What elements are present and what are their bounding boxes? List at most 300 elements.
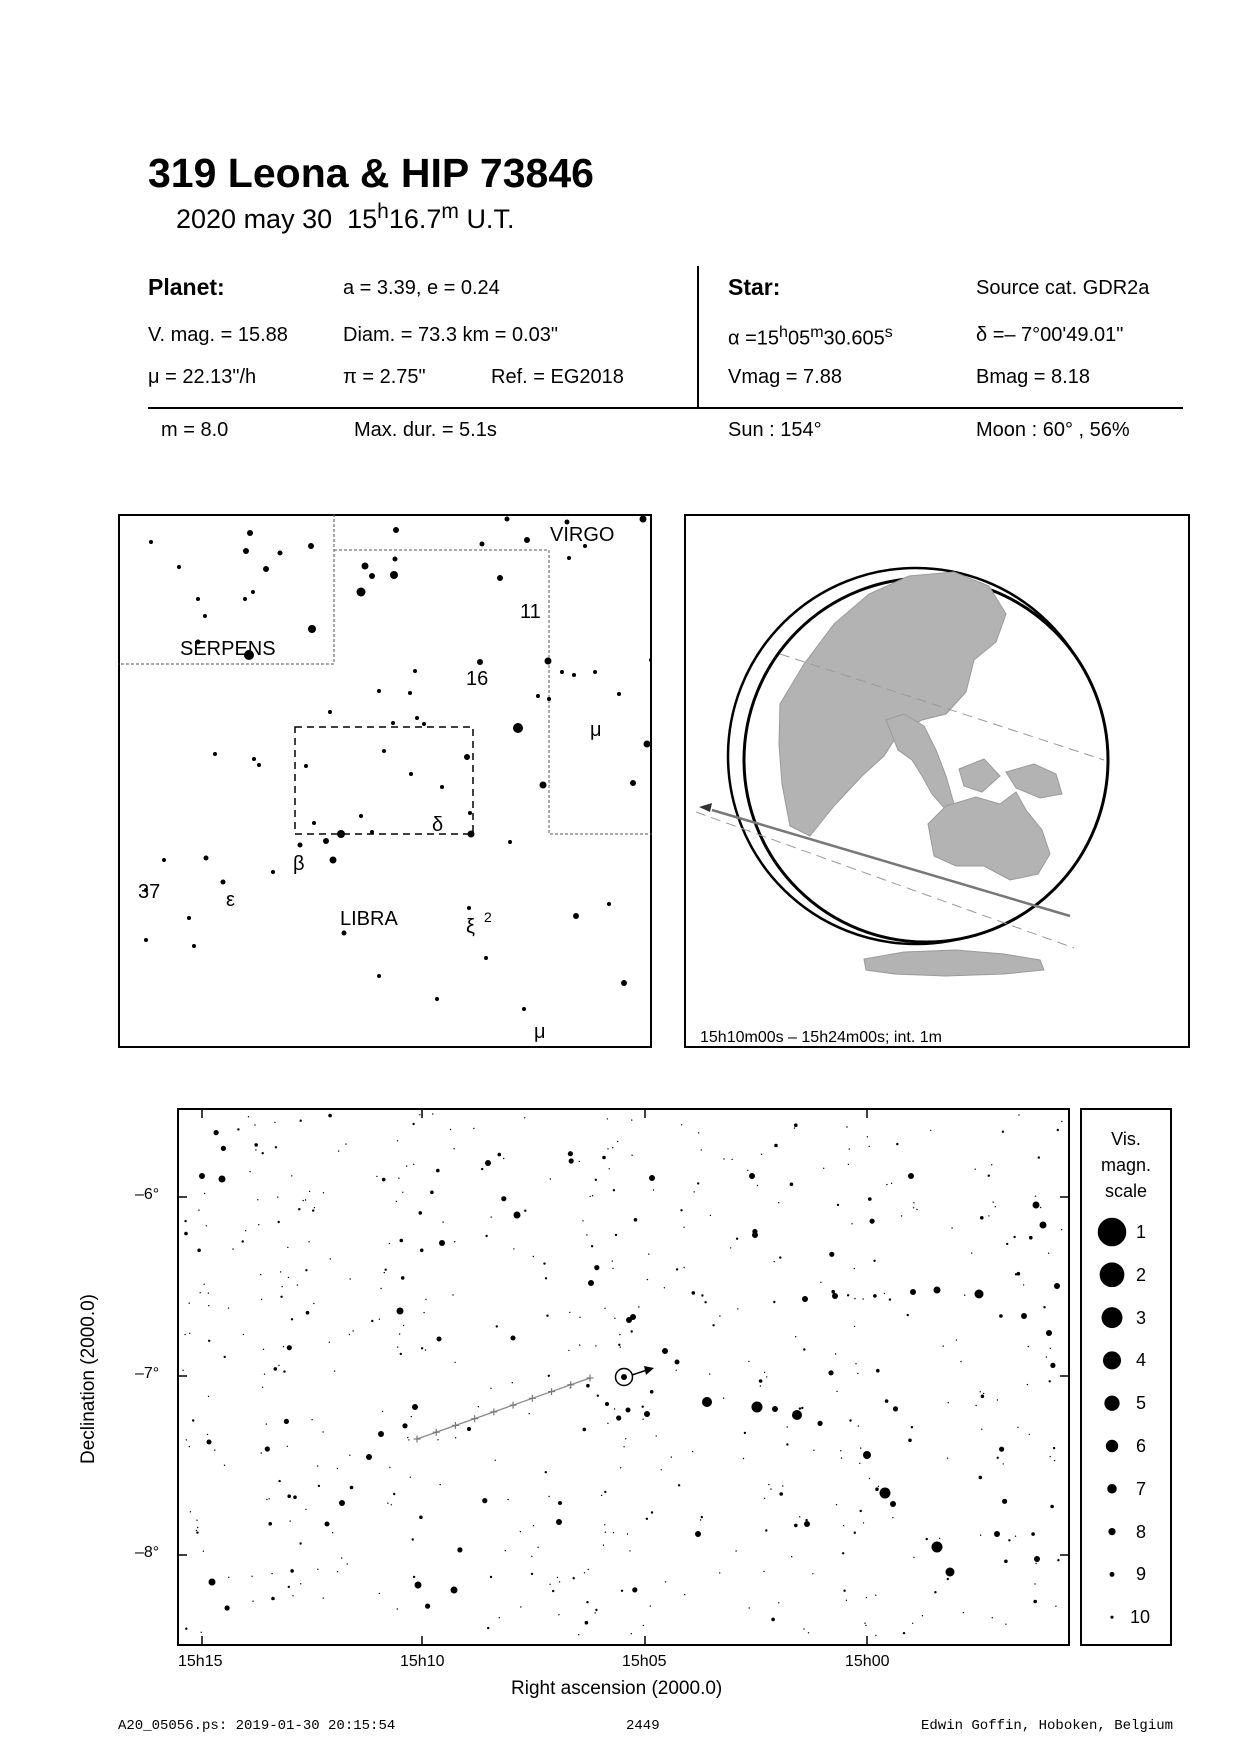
event-hour: 15 bbox=[347, 204, 378, 234]
sky-star bbox=[1046, 1356, 1047, 1357]
sky-star-bright bbox=[994, 1531, 1000, 1537]
finder-chart bbox=[118, 514, 652, 1048]
sky-star bbox=[277, 1196, 278, 1197]
sky-star bbox=[274, 1122, 275, 1123]
sky-star bbox=[701, 1516, 703, 1518]
finder-star bbox=[377, 974, 381, 978]
sky-star bbox=[680, 1209, 682, 1211]
sky-star bbox=[794, 1524, 798, 1528]
sky-star bbox=[980, 1535, 981, 1536]
finder-star bbox=[323, 838, 329, 844]
sky-star bbox=[341, 1557, 342, 1558]
x-axis-label: Right ascension (2000.0) bbox=[511, 1678, 723, 1699]
sky-star bbox=[347, 1563, 348, 1564]
y-axis-label: Declination (2000.0) bbox=[78, 1293, 99, 1465]
sky-star bbox=[1017, 1427, 1018, 1428]
finder-star bbox=[621, 980, 627, 986]
sky-star bbox=[676, 1370, 677, 1371]
sky-star bbox=[287, 1345, 292, 1350]
sky-star bbox=[261, 1452, 262, 1453]
finder-star bbox=[464, 754, 470, 760]
star-label-delta: δ bbox=[432, 814, 444, 836]
sky-star bbox=[254, 1124, 255, 1125]
finder-star bbox=[382, 749, 386, 753]
sky-star bbox=[305, 1509, 306, 1510]
sky-star-bright bbox=[934, 1287, 941, 1294]
sky-star bbox=[642, 1406, 644, 1408]
sky-star bbox=[419, 1114, 420, 1115]
sky-star bbox=[349, 1334, 350, 1335]
sky-star bbox=[884, 1293, 885, 1294]
sky-star bbox=[586, 1601, 588, 1603]
scale-value-3: 3 bbox=[1136, 1308, 1147, 1328]
sky-star bbox=[189, 1446, 190, 1447]
finder-star bbox=[524, 537, 530, 543]
planet-orbit: a = 3.39, e = 0.24 bbox=[343, 277, 500, 299]
finder-star bbox=[480, 542, 485, 547]
finder-star bbox=[221, 880, 226, 885]
sky-star bbox=[980, 1391, 981, 1392]
sky-star bbox=[557, 1577, 558, 1578]
sky-star bbox=[1061, 1229, 1062, 1230]
sky-star bbox=[545, 1277, 547, 1279]
sky-star bbox=[749, 1607, 750, 1608]
ra-minutes: 05 bbox=[787, 327, 811, 350]
sky-star bbox=[579, 1161, 580, 1162]
sky-star bbox=[254, 1143, 258, 1147]
finder-star bbox=[413, 669, 417, 673]
sky-star bbox=[184, 1334, 185, 1335]
sky-star bbox=[601, 1495, 602, 1496]
sky-star bbox=[198, 1209, 199, 1210]
planet-vmag: V. mag. = 15.88 bbox=[148, 324, 288, 346]
sky-star bbox=[875, 1635, 876, 1636]
sky-star bbox=[531, 1573, 533, 1575]
sky-star bbox=[605, 1532, 606, 1533]
sky-star bbox=[237, 1128, 239, 1130]
sky-star bbox=[901, 1215, 902, 1216]
x-tick-15h15: 15h15 bbox=[178, 1653, 223, 1670]
sky-star bbox=[1043, 1306, 1045, 1308]
sky-star bbox=[288, 1586, 290, 1588]
sky-star bbox=[671, 1456, 672, 1457]
sky-star bbox=[621, 1590, 623, 1592]
sky-star-bright bbox=[626, 1408, 631, 1413]
sky-star bbox=[613, 1189, 615, 1191]
scale-value-4: 4 bbox=[1136, 1350, 1147, 1370]
sky-star bbox=[612, 1268, 613, 1269]
sky-star bbox=[701, 1149, 702, 1150]
event-minute: 16.7 bbox=[388, 204, 442, 234]
planet-m: m = 8.0 bbox=[161, 419, 229, 441]
sky-star bbox=[280, 1296, 282, 1298]
sky-star bbox=[412, 1538, 414, 1540]
sky-star bbox=[569, 1158, 574, 1163]
sky-star bbox=[297, 1284, 298, 1285]
scale-dot-2 bbox=[1100, 1262, 1125, 1287]
sky-star bbox=[1023, 1284, 1024, 1285]
sky-star bbox=[569, 1312, 570, 1313]
sky-star bbox=[268, 1522, 272, 1526]
sky-star bbox=[543, 1262, 545, 1264]
finder-star bbox=[271, 870, 275, 874]
sky-star bbox=[280, 1271, 281, 1272]
sky-star bbox=[896, 1143, 898, 1145]
sky-star bbox=[490, 1388, 491, 1389]
sky-star bbox=[766, 1376, 767, 1377]
table-rule bbox=[148, 407, 1183, 409]
sky-star-bright bbox=[752, 1232, 758, 1238]
sky-star bbox=[406, 1165, 407, 1166]
sky-star bbox=[849, 1148, 850, 1149]
sky-star-bright bbox=[702, 1397, 712, 1407]
sky-star bbox=[947, 1578, 949, 1580]
hour-unit: h bbox=[377, 200, 389, 223]
sky-star bbox=[619, 1334, 620, 1335]
sky-star bbox=[846, 1126, 847, 1127]
sky-star bbox=[975, 1169, 976, 1170]
sky-star bbox=[656, 1435, 657, 1436]
finder-star bbox=[545, 658, 552, 665]
sky-star bbox=[585, 1621, 589, 1625]
sky-star bbox=[1050, 1363, 1055, 1368]
sky-star bbox=[889, 1298, 891, 1300]
sky-star bbox=[548, 1375, 550, 1377]
scale-value-8: 8 bbox=[1136, 1522, 1147, 1542]
sky-star bbox=[520, 1531, 521, 1532]
sky-star bbox=[498, 1153, 502, 1157]
planet-reference: Ref. = EG2018 bbox=[491, 366, 624, 388]
finder-star bbox=[369, 573, 375, 579]
sky-star bbox=[620, 1346, 621, 1347]
sky-star bbox=[266, 1499, 267, 1500]
sky-star-bright bbox=[1054, 1283, 1060, 1289]
sky-star bbox=[999, 1447, 1004, 1452]
finder-star bbox=[422, 722, 426, 726]
star-label-mu: μ bbox=[590, 719, 602, 741]
sky-star bbox=[930, 1130, 931, 1131]
sky-star bbox=[291, 1175, 292, 1176]
sky-star bbox=[308, 1241, 309, 1242]
finder-star bbox=[257, 763, 261, 767]
sky-star bbox=[997, 1399, 998, 1400]
sky-star bbox=[607, 1423, 608, 1424]
sky-star bbox=[1008, 1539, 1010, 1541]
sky-star bbox=[284, 1419, 289, 1424]
table-divider bbox=[697, 266, 699, 408]
sky-star bbox=[457, 1547, 462, 1552]
sky-star bbox=[836, 1391, 837, 1392]
sky-star bbox=[1017, 1272, 1021, 1276]
sky-star-bright bbox=[451, 1587, 458, 1594]
sky-star bbox=[208, 1305, 209, 1306]
sky-star bbox=[704, 1301, 706, 1303]
sky-star bbox=[568, 1151, 573, 1156]
sky-star bbox=[782, 1485, 783, 1486]
sky-star bbox=[604, 1308, 605, 1309]
sky-star bbox=[275, 1146, 277, 1148]
sky-star-bright bbox=[439, 1240, 445, 1246]
scale-title-line1: Vis. bbox=[1111, 1129, 1141, 1149]
scale-dot-10 bbox=[1110, 1616, 1113, 1619]
sky-star-bright bbox=[863, 1451, 871, 1459]
sky-star bbox=[812, 1573, 813, 1574]
sky-star bbox=[393, 1493, 395, 1495]
sky-star bbox=[258, 1224, 259, 1225]
sky-star bbox=[402, 1192, 403, 1193]
star-label-xi-index: 2 bbox=[484, 909, 492, 925]
star-label-37: 37 bbox=[138, 881, 161, 903]
magnitude-scale bbox=[1080, 1108, 1172, 1646]
sky-star bbox=[1038, 1156, 1040, 1158]
sky-star bbox=[300, 1583, 301, 1584]
sky-star bbox=[391, 1504, 392, 1505]
moon-elongation: Moon : 60° , 56% bbox=[976, 419, 1130, 441]
sky-star bbox=[385, 1269, 387, 1271]
sky-star bbox=[317, 1465, 318, 1466]
sky-star bbox=[1002, 1499, 1007, 1504]
sky-star bbox=[291, 1318, 293, 1320]
sky-star-bright bbox=[219, 1176, 226, 1183]
finder-star bbox=[362, 563, 369, 570]
sky-star bbox=[678, 1484, 680, 1486]
sky-star bbox=[204, 1284, 205, 1285]
scale-value-5: 5 bbox=[1136, 1393, 1147, 1413]
sky-star bbox=[765, 1529, 767, 1531]
sky-star bbox=[786, 1443, 788, 1445]
ra-seconds: 30.605 bbox=[823, 327, 885, 350]
finder-star bbox=[467, 906, 471, 910]
sky-star bbox=[594, 1265, 599, 1270]
sky-star bbox=[513, 1248, 514, 1249]
sky-star bbox=[764, 1372, 765, 1373]
sky-star bbox=[760, 1385, 761, 1386]
sky-star bbox=[948, 1402, 949, 1403]
scale-dot-8 bbox=[1108, 1528, 1115, 1535]
sky-star bbox=[328, 1114, 332, 1118]
sky-star bbox=[642, 1419, 643, 1420]
sky-star bbox=[595, 1179, 597, 1181]
sky-star bbox=[647, 1279, 648, 1280]
sky-star-bright bbox=[207, 1440, 212, 1445]
sky-star bbox=[311, 1419, 312, 1420]
sky-star bbox=[835, 1353, 836, 1354]
sky-star bbox=[837, 1204, 839, 1206]
sky-star bbox=[397, 1346, 398, 1347]
finder-star bbox=[308, 543, 314, 549]
sky-star bbox=[709, 1373, 710, 1374]
sky-star bbox=[870, 1219, 875, 1224]
footer-author: Edwin Goffin, Hoboken, Belgium bbox=[921, 1718, 1174, 1734]
sky-star bbox=[283, 1346, 284, 1347]
sky-star bbox=[1050, 1456, 1051, 1457]
sky-star bbox=[820, 1282, 821, 1283]
sky-star bbox=[261, 1299, 262, 1300]
sky-star-bright bbox=[1033, 1202, 1040, 1209]
sky-star bbox=[558, 1614, 559, 1615]
finder-star bbox=[243, 597, 247, 601]
finder-star bbox=[468, 811, 472, 815]
sky-star bbox=[774, 1144, 778, 1148]
sky-star bbox=[831, 1290, 835, 1294]
finder-star bbox=[357, 588, 366, 597]
sky-star bbox=[266, 1423, 267, 1424]
sky-star bbox=[893, 1406, 898, 1411]
sky-star bbox=[425, 1604, 430, 1609]
scale-dot-5 bbox=[1104, 1396, 1119, 1411]
sky-star bbox=[908, 1439, 912, 1443]
finder-star bbox=[328, 710, 332, 714]
sky-star bbox=[886, 1184, 887, 1185]
finder-star bbox=[298, 843, 303, 848]
sky-star bbox=[604, 1491, 606, 1493]
finder-star bbox=[522, 1007, 526, 1011]
finder-star bbox=[330, 857, 337, 864]
finder-star bbox=[204, 856, 209, 861]
finder-star bbox=[547, 697, 551, 701]
sky-star bbox=[262, 1152, 264, 1154]
sky-star bbox=[189, 1303, 190, 1304]
sky-star bbox=[337, 1468, 338, 1469]
sky-star bbox=[1035, 1196, 1036, 1197]
sky-star bbox=[184, 1232, 188, 1236]
sky-star bbox=[614, 1408, 615, 1409]
sky-star-bright bbox=[946, 1568, 955, 1577]
star-right-ascension bbox=[728, 324, 893, 351]
star-label-16: 16 bbox=[466, 668, 489, 690]
finder-star bbox=[213, 752, 217, 756]
sky-star bbox=[278, 1365, 279, 1366]
finder-star bbox=[640, 516, 647, 523]
sky-star bbox=[999, 1314, 1003, 1318]
sky-star bbox=[848, 1164, 849, 1165]
sky-star bbox=[617, 1141, 618, 1142]
sky-star bbox=[586, 1384, 590, 1388]
sky-star bbox=[676, 1268, 678, 1270]
sky-star bbox=[841, 1457, 842, 1458]
sky-star bbox=[878, 1486, 879, 1487]
sky-star bbox=[988, 1175, 990, 1177]
sky-star bbox=[200, 1292, 201, 1293]
sky-star bbox=[376, 1176, 377, 1177]
sky-star bbox=[505, 1550, 506, 1551]
sky-star bbox=[651, 1511, 653, 1513]
sky-star-bright bbox=[1034, 1556, 1040, 1562]
sky-star bbox=[627, 1533, 628, 1534]
sky-star bbox=[399, 1333, 400, 1334]
constellation-serpens: SERPENS bbox=[180, 638, 276, 660]
sky-star bbox=[803, 1348, 805, 1350]
sky-star bbox=[482, 1498, 487, 1503]
sky-star bbox=[413, 1164, 414, 1165]
finder-star bbox=[408, 691, 412, 695]
sky-star bbox=[855, 1363, 856, 1364]
star-label-11: 11 bbox=[520, 601, 541, 623]
sky-star bbox=[592, 1195, 593, 1196]
sky-star bbox=[407, 1437, 408, 1438]
sky-star-bright bbox=[649, 1175, 655, 1181]
finder-star bbox=[342, 931, 347, 936]
sky-star bbox=[595, 1345, 596, 1346]
finder-star bbox=[560, 670, 564, 674]
sky-star bbox=[387, 1503, 388, 1504]
sky-star bbox=[313, 1303, 314, 1304]
sky-star bbox=[1057, 1129, 1059, 1131]
sky-star bbox=[588, 1569, 589, 1570]
sky-star bbox=[337, 1571, 338, 1572]
sky-star bbox=[747, 1170, 748, 1171]
sky-star-bright bbox=[199, 1173, 205, 1179]
sky-star bbox=[184, 1220, 186, 1222]
sky-star bbox=[805, 1519, 807, 1521]
sky-star bbox=[432, 1113, 433, 1114]
sky-star bbox=[912, 1623, 913, 1624]
sky-star bbox=[794, 1127, 795, 1128]
sky-map bbox=[177, 1108, 1070, 1646]
sky-star bbox=[864, 1623, 865, 1624]
finder-star bbox=[393, 527, 399, 533]
sky-star bbox=[863, 1522, 864, 1523]
sky-star bbox=[410, 1477, 411, 1478]
sky-star bbox=[854, 1326, 855, 1327]
star-label-xi: ξ bbox=[466, 916, 475, 938]
sky-star bbox=[455, 1437, 456, 1438]
sky-star bbox=[892, 1517, 893, 1518]
x-tick-15h00: 15h00 bbox=[845, 1653, 890, 1670]
sky-star bbox=[186, 1439, 187, 1440]
star-source-catalog: Source cat. GDR2a bbox=[976, 277, 1150, 299]
sky-star bbox=[338, 1150, 339, 1151]
finder-star bbox=[440, 785, 444, 789]
finder-star bbox=[177, 565, 181, 569]
finder-star bbox=[247, 530, 253, 536]
sky-star bbox=[698, 1132, 699, 1133]
sky-star bbox=[496, 1325, 498, 1327]
sky-star bbox=[1015, 1273, 1017, 1275]
finder-star bbox=[278, 551, 283, 556]
sky-star bbox=[857, 1373, 858, 1374]
sky-star bbox=[803, 1628, 804, 1629]
sky-star bbox=[225, 1605, 230, 1610]
sky-star bbox=[620, 1467, 621, 1468]
sky-star-bright bbox=[910, 1289, 916, 1295]
sky-star bbox=[274, 1367, 278, 1371]
sky-star bbox=[992, 1617, 993, 1618]
sky-star bbox=[271, 1573, 272, 1574]
sky-star bbox=[829, 1252, 834, 1257]
sky-star bbox=[287, 1446, 288, 1447]
sky-star bbox=[196, 1520, 197, 1521]
sky-star-bright bbox=[412, 1404, 418, 1410]
ra-m-unit: m bbox=[810, 324, 824, 341]
y-tick-minus8: –8° bbox=[135, 1544, 160, 1561]
sky-star bbox=[401, 1276, 405, 1280]
sky-star bbox=[579, 1344, 580, 1345]
sky-star bbox=[425, 1299, 426, 1300]
sky-star bbox=[653, 1189, 654, 1190]
sky-star bbox=[278, 1480, 280, 1482]
sky-star bbox=[1057, 1559, 1059, 1561]
planet-motion: μ = 22.13"/h bbox=[148, 366, 257, 388]
sky-star bbox=[203, 1551, 204, 1552]
sky-star bbox=[400, 1239, 404, 1243]
sky-star bbox=[916, 1209, 917, 1210]
finder-star bbox=[370, 830, 374, 834]
sky-star bbox=[1028, 1346, 1029, 1347]
sky-star bbox=[858, 1425, 859, 1426]
sky-star bbox=[182, 1370, 183, 1371]
sky-star-bright bbox=[514, 1212, 521, 1219]
